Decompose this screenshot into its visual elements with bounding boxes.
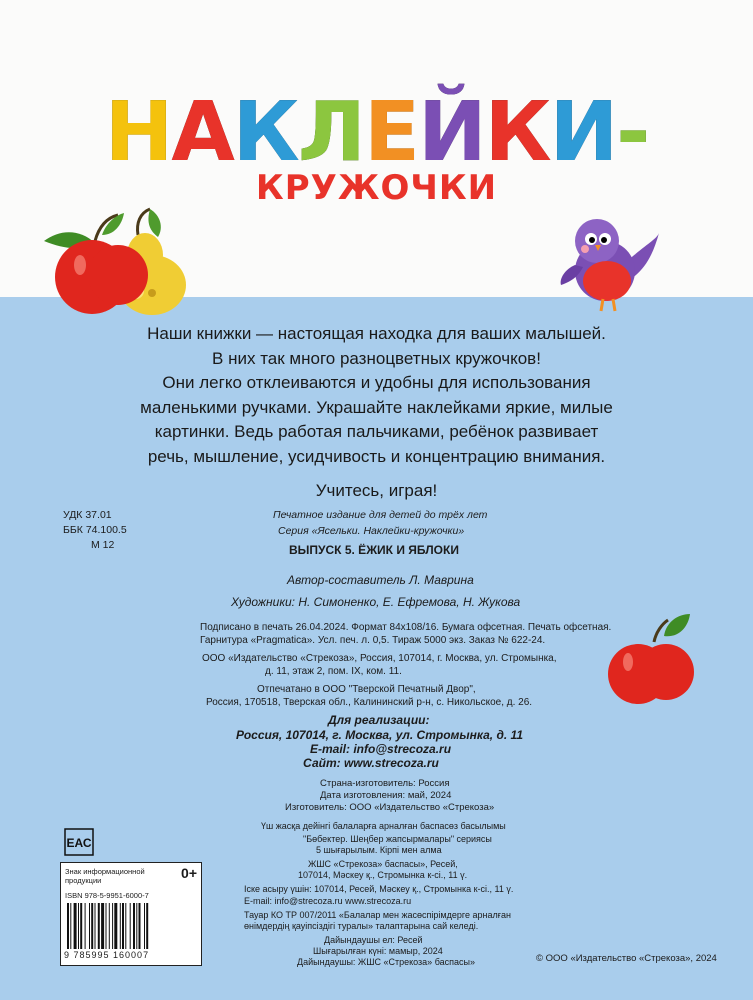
barcode-bar — [70, 903, 71, 949]
barcode-bar — [120, 903, 121, 949]
kz-line: Дайындаушы ел: Ресей — [324, 935, 423, 945]
kz-line: Тауар КО ТР 007/2011 «Балалар мен жасөспірімдерге арналған — [244, 910, 511, 920]
barcode-bar — [114, 903, 117, 949]
bird-illustration — [555, 205, 665, 315]
barcode-bar — [67, 903, 69, 949]
kz-line: "Бөбектер. Шеңбер жапсырмалары" сериясы — [303, 834, 492, 844]
kz-line: Дайындаушы: ЖШС «Стрекоза» баспасы» — [297, 957, 475, 967]
artists-credit: Художники: Н. Симоненко, Е. Ефремова, Н. Жукова — [231, 595, 521, 609]
barcode-bar — [139, 903, 141, 949]
barcode-bar — [80, 903, 82, 949]
apple-illustration — [606, 612, 701, 712]
book-title — [0, 85, 753, 180]
publisher-address-2: д. 11, этаж 2, пом. IX, ком. 11. — [265, 666, 402, 677]
barcode-bar — [89, 903, 90, 949]
barcode-bar — [112, 903, 113, 949]
intro-line: речь, мышление, усидчивость и концентрацию внимания. — [147, 446, 606, 466]
barcode-bar — [78, 903, 79, 949]
email-link[interactable]: E-mail: info@strecoza.ru — [310, 742, 452, 756]
title-letter: - — [616, 85, 649, 180]
barcode-box — [60, 862, 202, 966]
eac-mark-text: ЕАС — [66, 836, 92, 850]
kz-line: Үш жасқа дейінгі балаларға арналған баспасөз басылымы — [261, 821, 506, 831]
intro-line: Они легко отклеиваются и удобны для использования — [162, 373, 591, 392]
kz-line: 5 шығарылым. Кірпі мен алма — [316, 845, 442, 855]
bbk-code: ББК 74.100.5 — [63, 524, 127, 536]
isbn: ISBN 978-5-9951-6000-7 — [65, 891, 149, 900]
intro-line: В них так много разноцветных кружочков! — [212, 348, 541, 368]
title-letter: А — [171, 85, 233, 180]
barcode-bar — [136, 903, 137, 949]
printer-2: Россия, 170518, Тверская обл., Калининский р-н, с. Никольское, д. 26. — [206, 697, 533, 708]
barcode-bar — [133, 903, 135, 949]
printer-1: Отпечатано в ООО "Тверской Печатный Двор", — [257, 684, 476, 695]
intro-cta: Учитесь, играя! — [315, 481, 438, 500]
intro-line: Наши книжки — настоящая находка для ваших малышей. — [147, 324, 606, 343]
print-info-1: Подписано в печать 26.04.2024. Формат 84х108/16. Бумага офсетная. Печать офсетная. — [200, 622, 612, 633]
print-info-2: Гарнитура «Pragmatica». Усл. печ. л. 0,5. Тираж 5000 экз. Заказ № 622-24. — [200, 635, 546, 646]
barcode-icon — [65, 903, 195, 951]
age-rating: 0+ — [181, 865, 197, 881]
barcode-bar — [101, 903, 104, 949]
barcode-bar — [109, 903, 110, 949]
author-mark: М 12 — [91, 539, 115, 551]
barcode-bar — [95, 903, 96, 949]
eac-mark-icon — [64, 828, 94, 856]
title-letter: Н — [104, 85, 172, 180]
kz-line: Іске асыру үшін: 107014, Ресей, Мәскеу қ., Стромынка к-сі., 11 ү. — [244, 884, 514, 894]
author-credit: Автор-составитель Л. Маврина — [287, 573, 474, 587]
site-link[interactable]: Сайт: www.strecoza.ru — [303, 756, 439, 770]
kz-line: 107014, Мәскеу қ., Стромынка к-сі., 11 ү. — [298, 870, 468, 880]
maker: Изготовитель: ООО «Издательство «Стрекоза» — [285, 802, 495, 813]
sale-address: Россия, 107014, г. Москва, ул. Стромынка, д. 11 — [236, 728, 524, 742]
sale-title: Для реализации: — [328, 713, 430, 727]
info-product-label: Знак информационной продукции — [65, 867, 145, 885]
copyright: © ООО «Издательство «Стрекоза», 2024 — [536, 953, 717, 964]
barcode-bar — [130, 903, 131, 949]
classification-codes — [63, 508, 127, 553]
made-date: Дата изготовления: май, 2024 — [320, 790, 452, 801]
barcode-digits: 9 785995 160007 — [64, 950, 150, 960]
eac-mark — [64, 828, 94, 856]
kz-line: өнімдердің қауіпсіздігі туралы» талаптарына сай келеді. — [244, 921, 479, 931]
kz-line: Шығарылған күні: мамыр, 2024 — [313, 946, 443, 956]
kz-line: ЖШС «Стрекоза» баспасы», Ресей, — [308, 859, 458, 869]
title-letter: Й — [417, 85, 485, 180]
title-letter: К — [232, 85, 298, 180]
intro-line: картинки. Ведь работая пальчиками, ребёнок развивает — [154, 422, 599, 441]
title-letter: К — [484, 85, 550, 180]
kz-line: E-mail: info@strecoza.ru www.strecoza.ru — [244, 896, 412, 906]
udk-code: УДК 37.01 — [63, 509, 112, 521]
apple-pear-illustration — [40, 205, 190, 315]
country: Страна-изготовитель: Россия — [320, 778, 450, 789]
barcode-bar — [125, 903, 126, 949]
title-letter: И — [549, 85, 617, 180]
title-letter: Л — [297, 85, 364, 180]
intro-line: маленькими ручками. Украшайте наклейками яркие, милые — [140, 397, 613, 417]
barcode-bar — [74, 903, 77, 949]
issue-title: ВЫПУСК 5. ЁЖИК И ЯБЛОКИ — [289, 543, 459, 557]
barcode-bar — [98, 903, 100, 949]
barcode-bar — [146, 903, 148, 949]
audience-note: Печатное издание для детей до трёх лет — [273, 509, 488, 521]
book-subtitle: КРУЖОЧКИ — [255, 168, 498, 208]
barcode-bar — [85, 903, 86, 949]
title-letter: Е — [363, 85, 418, 180]
barcode-bar — [91, 903, 93, 949]
series-name: Серия «Ясельки. Наклейки-кружочки» — [278, 525, 465, 537]
barcode-bar — [144, 903, 145, 949]
barcode-bar — [122, 903, 124, 949]
intro-text — [100, 322, 653, 504]
publisher-address-1: ООО «Издательство «Стрекоза», Россия, 107014, г. Москва, ул. Стромынка, — [202, 653, 557, 664]
barcode-bar — [106, 903, 107, 949]
